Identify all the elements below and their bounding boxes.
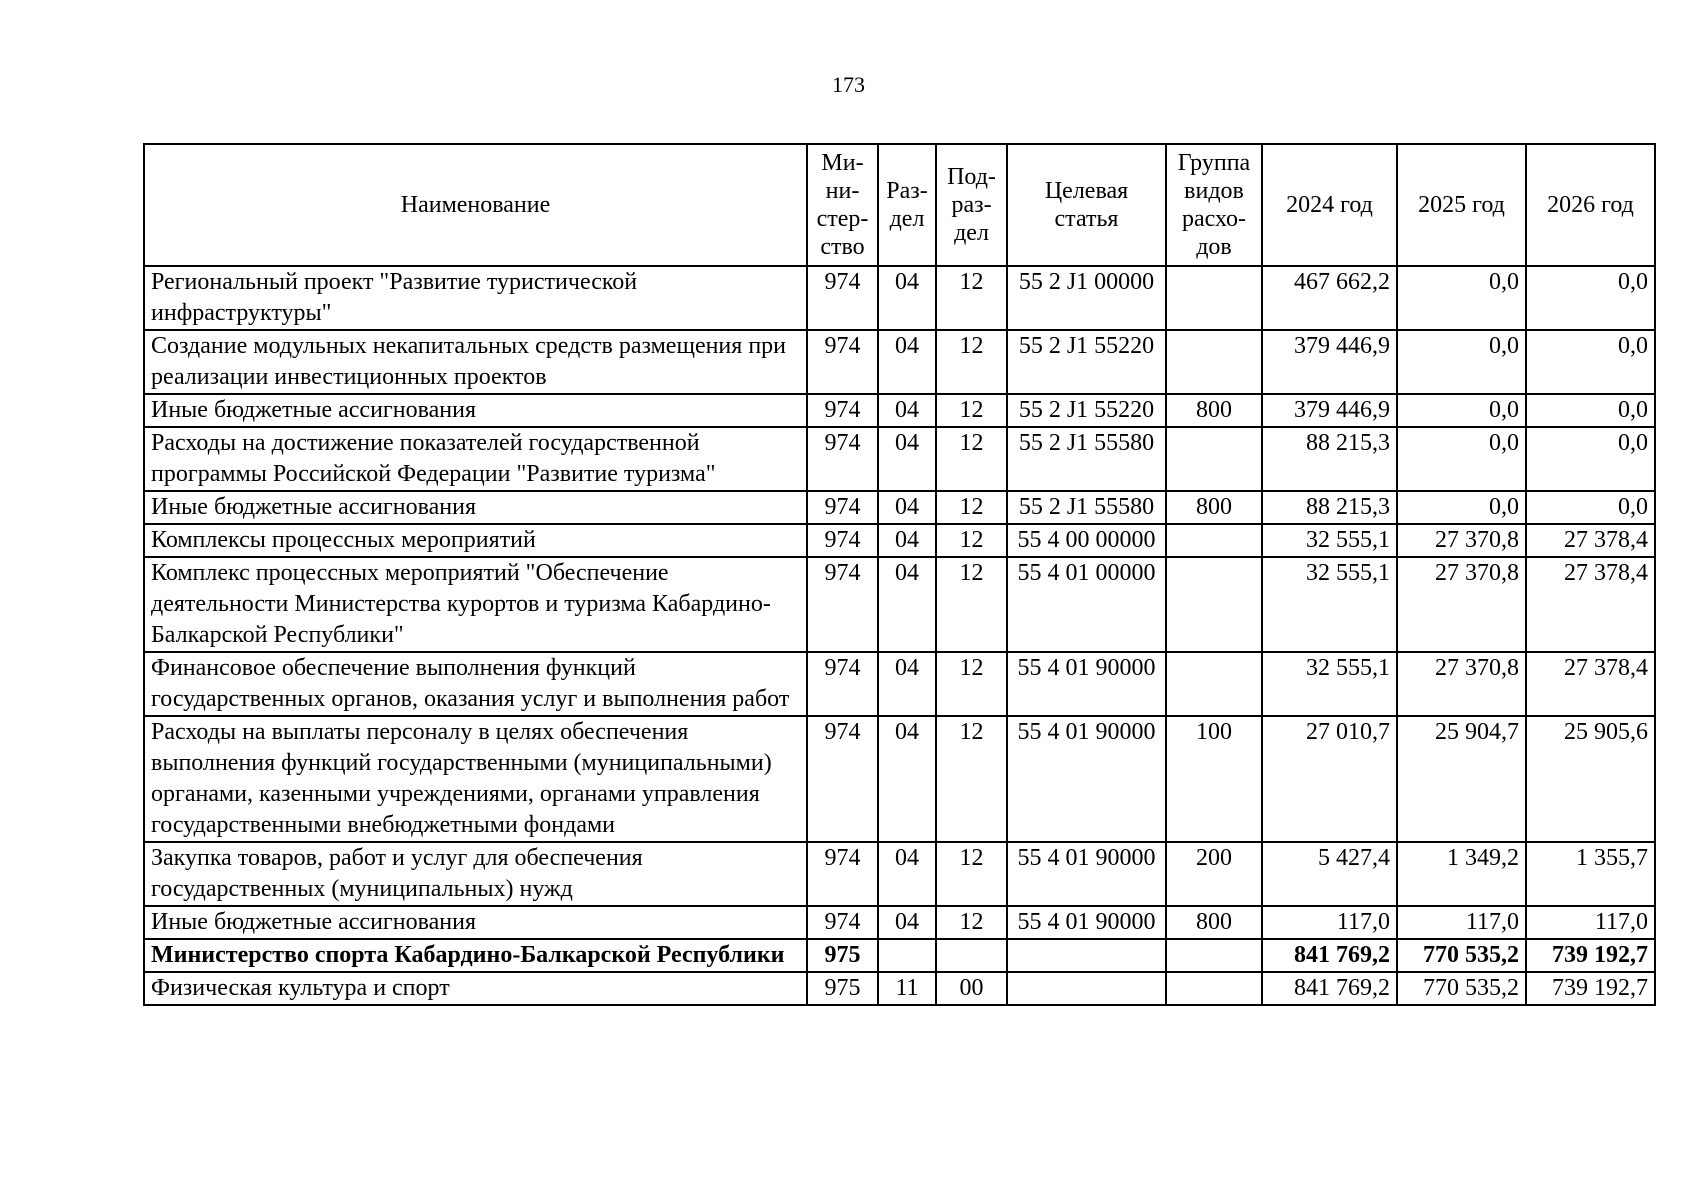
cell-subsection: 12 [936, 557, 1007, 652]
cell-ministry: 974 [807, 906, 878, 939]
cell-2024: 88 215,3 [1262, 427, 1397, 491]
cell-2024: 379 446,9 [1262, 394, 1397, 427]
cell-group: 100 [1166, 716, 1262, 842]
cell-2024: 32 555,1 [1262, 557, 1397, 652]
cell-name: Иные бюджетные ассигнования [144, 491, 807, 524]
cell-group [1166, 330, 1262, 394]
cell-2025: 0,0 [1397, 394, 1526, 427]
cell-target: 55 4 01 90000 [1007, 906, 1166, 939]
header-target: Целевая статья [1007, 144, 1166, 266]
cell-section: 11 [878, 972, 936, 1005]
cell-subsection: 12 [936, 842, 1007, 906]
cell-group: 200 [1166, 842, 1262, 906]
cell-group [1166, 972, 1262, 1005]
cell-ministry: 974 [807, 330, 878, 394]
cell-ministry: 974 [807, 557, 878, 652]
cell-2025: 770 535,2 [1397, 939, 1526, 972]
cell-section: 04 [878, 716, 936, 842]
cell-name: Комплекс процессных мероприятий "Обеспечение деятельности Министерства курортов и туризма Кабардино-Балкарской Республики" [144, 557, 807, 652]
cell-target: 55 4 01 90000 [1007, 716, 1166, 842]
table-row [144, 972, 1655, 1005]
table-row [144, 842, 1655, 906]
cell-section: 04 [878, 491, 936, 524]
cell-2025: 0,0 [1397, 330, 1526, 394]
cell-name: Министерство спорта Кабардино-Балкарской Республики [144, 939, 807, 972]
cell-2025: 0,0 [1397, 427, 1526, 491]
cell-2026: 0,0 [1526, 394, 1655, 427]
cell-ministry: 974 [807, 491, 878, 524]
cell-group [1166, 939, 1262, 972]
header-section: Раз- дел [878, 144, 936, 266]
header-group: Группа видов расхо- дов [1166, 144, 1262, 266]
cell-subsection: 12 [936, 330, 1007, 394]
cell-name: Региональный проект "Развитие туристической инфраструктуры" [144, 266, 807, 330]
header-2026: 2026 год [1526, 144, 1655, 266]
cell-ministry: 974 [807, 716, 878, 842]
cell-2026: 27 378,4 [1526, 557, 1655, 652]
table-row [144, 906, 1655, 939]
cell-subsection: 12 [936, 524, 1007, 557]
cell-ministry: 974 [807, 524, 878, 557]
cell-name: Расходы на достижение показателей государственной программы Российской Федерации "Развитие туризма" [144, 427, 807, 491]
cell-2026: 1 355,7 [1526, 842, 1655, 906]
cell-2024: 27 010,7 [1262, 716, 1397, 842]
cell-2024: 379 446,9 [1262, 330, 1397, 394]
cell-subsection: 12 [936, 394, 1007, 427]
cell-2024: 117,0 [1262, 906, 1397, 939]
cell-name: Физическая культура и спорт [144, 972, 807, 1005]
table-row [144, 557, 1655, 652]
cell-section: 04 [878, 557, 936, 652]
cell-2024: 88 215,3 [1262, 491, 1397, 524]
cell-subsection: 00 [936, 972, 1007, 1005]
cell-target: 55 4 01 00000 [1007, 557, 1166, 652]
cell-subsection: 12 [936, 716, 1007, 842]
cell-2026: 117,0 [1526, 906, 1655, 939]
table-header-row [144, 144, 1655, 266]
cell-target [1007, 972, 1166, 1005]
cell-name: Иные бюджетные ассигнования [144, 906, 807, 939]
page-number: 173 [832, 72, 865, 97]
cell-target: 55 4 01 90000 [1007, 842, 1166, 906]
cell-2026: 25 905,6 [1526, 716, 1655, 842]
cell-name: Комплексы процессных мероприятий [144, 524, 807, 557]
cell-group: 800 [1166, 906, 1262, 939]
cell-2024: 5 427,4 [1262, 842, 1397, 906]
cell-2025: 27 370,8 [1397, 557, 1526, 652]
cell-section: 04 [878, 427, 936, 491]
table-row [144, 524, 1655, 557]
cell-target [1007, 939, 1166, 972]
cell-group: 800 [1166, 491, 1262, 524]
cell-2026: 27 378,4 [1526, 652, 1655, 716]
cell-ministry: 975 [807, 972, 878, 1005]
table-body [144, 266, 1655, 1005]
cell-2024: 32 555,1 [1262, 652, 1397, 716]
cell-subsection: 12 [936, 491, 1007, 524]
cell-subsection: 12 [936, 906, 1007, 939]
cell-2024: 467 662,2 [1262, 266, 1397, 330]
table-row [144, 427, 1655, 491]
cell-name: Создание модульных некапитальных средств размещения при реализации инвестиционных проектов [144, 330, 807, 394]
header-name: Наименование [144, 144, 807, 266]
cell-section: 04 [878, 524, 936, 557]
cell-ministry: 974 [807, 266, 878, 330]
cell-group [1166, 266, 1262, 330]
cell-section: 04 [878, 330, 936, 394]
cell-2026: 739 192,7 [1526, 972, 1655, 1005]
cell-ministry: 974 [807, 427, 878, 491]
cell-ministry: 974 [807, 394, 878, 427]
cell-section: 04 [878, 266, 936, 330]
cell-2026: 0,0 [1526, 266, 1655, 330]
header-2025: 2025 год [1397, 144, 1526, 266]
cell-2025: 0,0 [1397, 266, 1526, 330]
cell-name: Расходы на выплаты персоналу в целях обеспечения выполнения функций государственными (муниципальными) органами, казенными учреждениями, органами управления государственными внебюджетными фондами [144, 716, 807, 842]
cell-name: Закупка товаров, работ и услуг для обеспечения государственных (муниципальных) нужд [144, 842, 807, 906]
cell-subsection: 12 [936, 266, 1007, 330]
cell-section: 04 [878, 394, 936, 427]
cell-2026: 0,0 [1526, 491, 1655, 524]
cell-subsection [936, 939, 1007, 972]
cell-subsection: 12 [936, 652, 1007, 716]
cell-2026: 0,0 [1526, 330, 1655, 394]
table-row [144, 394, 1655, 427]
cell-group [1166, 524, 1262, 557]
cell-ministry: 975 [807, 939, 878, 972]
cell-2024: 32 555,1 [1262, 524, 1397, 557]
cell-2026: 27 378,4 [1526, 524, 1655, 557]
header-2024: 2024 год [1262, 144, 1397, 266]
cell-2025: 27 370,8 [1397, 652, 1526, 716]
cell-2026: 0,0 [1526, 427, 1655, 491]
cell-2025: 27 370,8 [1397, 524, 1526, 557]
cell-group [1166, 427, 1262, 491]
cell-name: Финансовое обеспечение выполнения функций государственных органов, оказания услуг и выполнения работ [144, 652, 807, 716]
cell-section: 04 [878, 842, 936, 906]
cell-group [1166, 652, 1262, 716]
cell-target: 55 2 J1 55220 [1007, 394, 1166, 427]
budget-table [143, 143, 1656, 1006]
cell-2025: 770 535,2 [1397, 972, 1526, 1005]
cell-ministry: 974 [807, 842, 878, 906]
table-row [144, 330, 1655, 394]
cell-target: 55 2 J1 55220 [1007, 330, 1166, 394]
cell-subsection: 12 [936, 427, 1007, 491]
cell-2024: 841 769,2 [1262, 972, 1397, 1005]
table-row [144, 716, 1655, 842]
cell-2025: 0,0 [1397, 491, 1526, 524]
cell-target: 55 2 J1 00000 [1007, 266, 1166, 330]
cell-target: 55 4 00 00000 [1007, 524, 1166, 557]
header-subsection: Под- раз- дел [936, 144, 1007, 266]
cell-section: 04 [878, 652, 936, 716]
cell-2024: 841 769,2 [1262, 939, 1397, 972]
cell-target: 55 2 J1 55580 [1007, 491, 1166, 524]
table-row [144, 266, 1655, 330]
cell-target: 55 4 01 90000 [1007, 652, 1166, 716]
cell-group [1166, 557, 1262, 652]
cell-group: 800 [1166, 394, 1262, 427]
table-row [144, 939, 1655, 972]
cell-2026: 739 192,7 [1526, 939, 1655, 972]
cell-ministry: 974 [807, 652, 878, 716]
header-ministry: Ми- ни- стер- ство [807, 144, 878, 266]
cell-target: 55 2 J1 55580 [1007, 427, 1166, 491]
cell-name: Иные бюджетные ассигнования [144, 394, 807, 427]
cell-2025: 25 904,7 [1397, 716, 1526, 842]
table-row [144, 652, 1655, 716]
cell-section [878, 939, 936, 972]
cell-2025: 1 349,2 [1397, 842, 1526, 906]
cell-2025: 117,0 [1397, 906, 1526, 939]
table-row [144, 491, 1655, 524]
cell-section: 04 [878, 906, 936, 939]
